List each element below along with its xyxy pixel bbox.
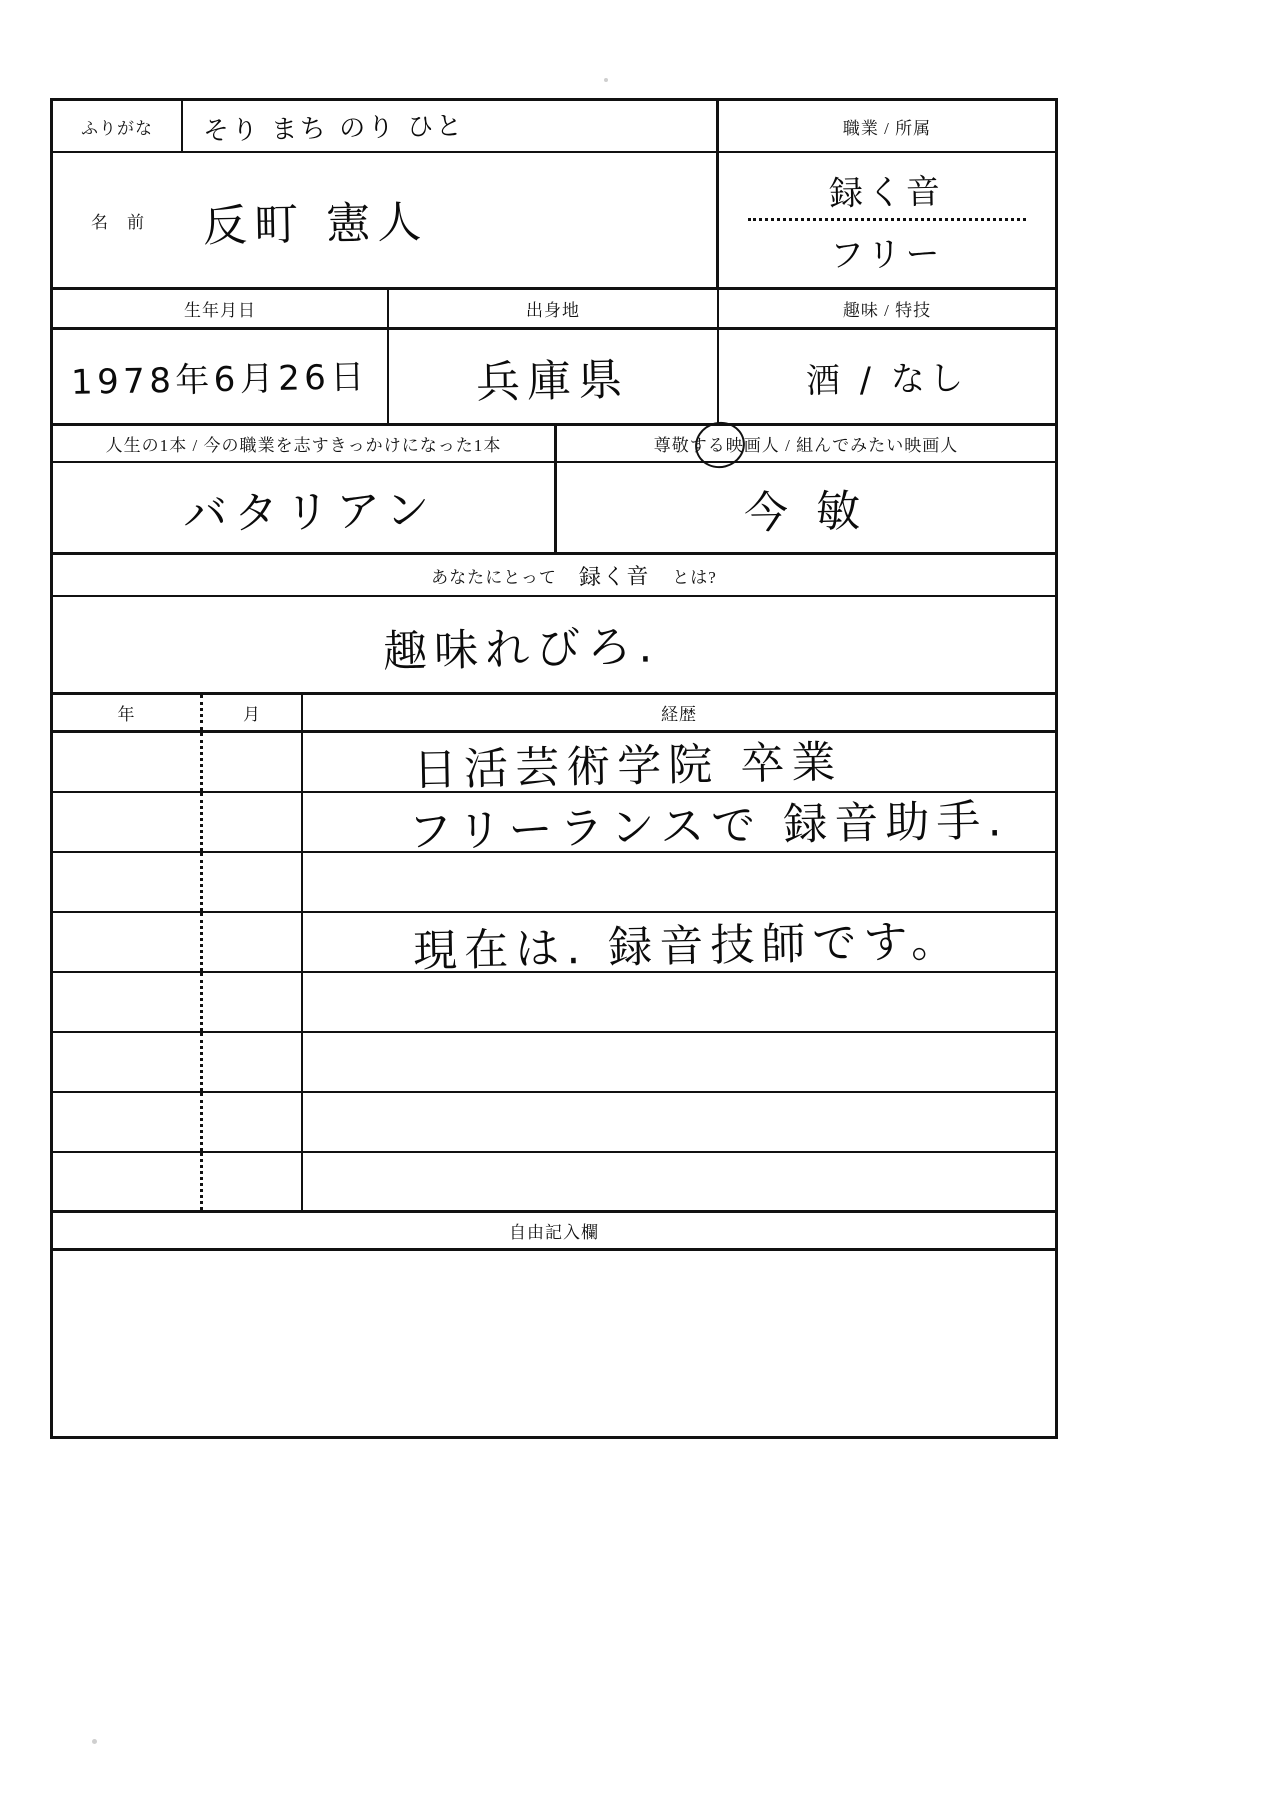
name-label-cell (53, 153, 183, 287)
hobby-label: 趣味 / 特技 (842, 301, 932, 320)
furigana-label-cell (53, 101, 183, 151)
career-year-cell (53, 913, 203, 971)
occupation-dotted-rule (748, 218, 1026, 221)
career-year-header-label: 年 (117, 705, 136, 724)
career-history-header-label: 経歴 (660, 705, 698, 724)
furigana-row (53, 101, 1055, 153)
career-month-cell (203, 853, 303, 911)
film-label-row (53, 426, 1055, 463)
scan-speck (92, 1739, 97, 1744)
birthdate-label-cell (53, 290, 389, 327)
name-value-cell (183, 153, 719, 287)
occupation-label: 職業 / 所属 (842, 118, 932, 138)
career-month-cell (203, 793, 303, 851)
about-suffix: とは? (672, 567, 717, 587)
career-row (53, 733, 1055, 797)
birthdate-value-cell (53, 330, 389, 423)
career-month-cell (203, 913, 303, 971)
career-row (53, 1033, 1055, 1093)
career-text-value: フリーランスで 録音助手. (407, 795, 1009, 858)
career-row (53, 1153, 1055, 1213)
career-month-cell (203, 973, 303, 1031)
respected-value-cell (557, 463, 1055, 552)
career-text-cell (303, 973, 1055, 1031)
occupation-value: 録く音 (829, 171, 946, 214)
free-notes-value-cell (53, 1251, 1055, 1436)
name-label: 名 前 (90, 212, 146, 232)
career-text-cell (303, 793, 1055, 858)
occupation-label-cell (719, 101, 1055, 151)
life-film-label-cell (53, 426, 557, 461)
furigana-label: ふりがな (80, 118, 154, 138)
about-answer-cell (53, 597, 659, 692)
profile-form-table (50, 98, 1058, 1439)
career-row (53, 973, 1055, 1033)
birthplace-value-cell (389, 330, 719, 423)
career-month-cell (203, 1153, 303, 1210)
career-year-cell (53, 853, 203, 911)
career-text-cell (303, 853, 1055, 911)
career-header-row (53, 695, 1055, 733)
life-film-value: バタリアン (182, 484, 438, 540)
career-year-cell (53, 1033, 203, 1091)
respected-label-cell (557, 426, 1055, 461)
respected-value: 今 敏 (744, 485, 869, 539)
personal-label-row (53, 290, 1055, 330)
career-year-cell (53, 733, 203, 791)
hobby-value: 酒 / なし (805, 358, 969, 402)
affiliation-value: フリー (829, 233, 945, 276)
free-notes-header-row (53, 1213, 1055, 1251)
respected-label: 尊敬する映画人 / 組んでみたい映画人 (653, 436, 959, 455)
scan-speck (604, 78, 608, 82)
birthplace-label: 出身地 (525, 301, 581, 320)
hobby-label-cell (719, 290, 1055, 327)
career-history-header (303, 695, 1055, 730)
career-text-cell (303, 1033, 1055, 1091)
career-row (53, 853, 1055, 913)
name-value: 反町 憲人 (202, 196, 429, 253)
career-year-cell (53, 793, 203, 851)
career-text-cell (303, 1153, 1055, 1210)
about-answer: 趣味れびろ. (382, 620, 660, 678)
career-year-cell (53, 1093, 203, 1151)
personal-value-row (53, 330, 1055, 426)
life-film-label: 人生の1本 / 今の職業を志すきっかけになった1本 (105, 436, 502, 455)
career-text-value: 日活芸術学院 卒業 (412, 736, 843, 797)
free-notes-label-cell (53, 1213, 1055, 1248)
career-year-cell (53, 1153, 203, 1210)
hobby-value-cell (719, 330, 1055, 423)
career-month-cell (203, 1093, 303, 1151)
about-question-row (53, 555, 1055, 597)
career-month-cell (203, 1033, 303, 1091)
furigana-value: そり まち のり ひと (202, 110, 465, 147)
birthdate-value: 1978年6月26日 (70, 357, 370, 403)
free-notes-label: 自由記入欄 (508, 1223, 600, 1242)
about-question-inner (53, 555, 1055, 595)
birthplace-value: 兵庫県 (476, 354, 631, 408)
career-row (53, 1093, 1055, 1153)
name-row (53, 153, 1055, 290)
career-text-value: 現在は. 録音技師です。 (412, 915, 963, 978)
career-text-cell (303, 913, 1055, 978)
career-month-header-label: 月 (242, 705, 262, 724)
career-text-cell (303, 733, 1055, 797)
birthplace-label-cell (389, 290, 719, 327)
film-value-row (53, 463, 1055, 555)
career-year-header (53, 695, 203, 730)
occupation-value-cell (719, 153, 1055, 287)
career-month-cell (203, 733, 303, 791)
career-row (53, 793, 1055, 858)
career-year-cell (53, 973, 203, 1031)
about-answer-row (53, 597, 1055, 695)
furigana-value-cell (183, 101, 719, 151)
about-prefix: あなたにとって (431, 567, 557, 587)
career-text-cell (303, 1093, 1055, 1151)
about-keyword: 録く音 (578, 563, 651, 591)
career-row (53, 913, 1055, 978)
life-film-value-cell (53, 463, 557, 552)
birthdate-label: 生年月日 (183, 301, 257, 320)
free-notes-body-row (53, 1251, 1055, 1436)
career-month-header (203, 695, 303, 730)
